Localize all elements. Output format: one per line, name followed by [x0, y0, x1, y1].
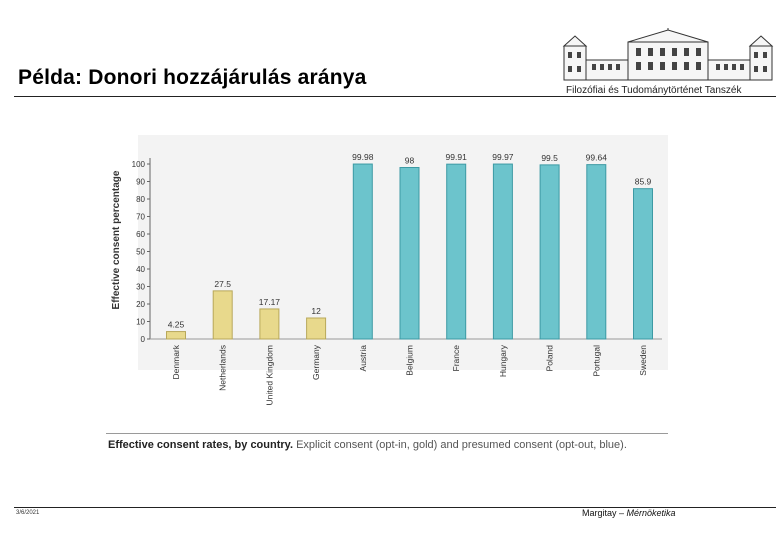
y-tick-label: 90 [136, 177, 145, 187]
data-label: 99.5 [541, 152, 558, 163]
data-label: 27.5 [214, 278, 231, 289]
bar-germany [307, 318, 326, 339]
figure-caption [108, 437, 668, 454]
footer-date: 3/6/2021 [16, 510, 40, 516]
bar-austria [353, 164, 372, 339]
y-tick-label: 0 [140, 335, 145, 344]
bar-united-kingdom [260, 309, 279, 339]
footer-course: Mérnöketika [626, 508, 676, 518]
bar-netherlands [213, 291, 232, 339]
caption-bold: Effective consent rates, by country. [108, 439, 294, 451]
category-label: France [451, 345, 462, 372]
category-label: Austria [357, 345, 368, 372]
data-label: 99.98 [352, 152, 374, 163]
bar-portugal [587, 165, 606, 339]
category-label: Sweden [638, 345, 648, 376]
data-label: 99.97 [492, 152, 514, 163]
data-label: 99.91 [445, 152, 467, 163]
category-label: Poland [544, 345, 555, 372]
category-label: Netherlands [217, 345, 228, 391]
category-label: Portugal [591, 345, 602, 377]
bar-belgium [400, 168, 419, 340]
footer-author-name: Margitay – [582, 508, 627, 518]
data-label: 98 [404, 155, 415, 166]
y-tick-label: 30 [136, 282, 145, 292]
bar-sweden [634, 189, 653, 339]
footer-author [582, 508, 676, 518]
category-label: Hungary [497, 345, 508, 378]
y-tick-label: 20 [136, 300, 145, 309]
data-label: 99.64 [585, 152, 607, 163]
y-tick-label: 50 [136, 247, 145, 257]
bar-france [447, 164, 466, 339]
y-tick-label: 60 [136, 230, 145, 239]
bar-denmark [167, 332, 186, 339]
category-label: Belgium [404, 345, 415, 376]
y-tick-label: 10 [136, 317, 145, 327]
data-label: 17.17 [258, 296, 281, 307]
category-label: Germany [311, 345, 322, 380]
data-label: 4.25 [167, 319, 185, 330]
y-axis-title: Effective consent percentage [111, 170, 122, 310]
category-label: Denmark [171, 345, 181, 380]
data-label: 12 [311, 306, 321, 316]
y-tick-label: 70 [136, 212, 145, 222]
category-label: United Kingdom [264, 345, 275, 406]
bar-poland [540, 165, 559, 339]
y-tick-label: 80 [136, 195, 145, 204]
slide-title: Példa: Donori hozzájárulás aránya [18, 66, 367, 89]
bar-hungary [493, 164, 512, 339]
y-tick-label: 100 [131, 160, 145, 169]
data-label: 85.9 [634, 176, 652, 187]
department-name: Filozófiai és Tudománytörténet Tanszék [566, 85, 742, 96]
caption-divider [106, 433, 668, 434]
caption-text: Explicit consent (opt-in, gold) and presumed consent (opt-out, blue). [293, 439, 627, 451]
y-tick-label: 40 [136, 265, 145, 274]
